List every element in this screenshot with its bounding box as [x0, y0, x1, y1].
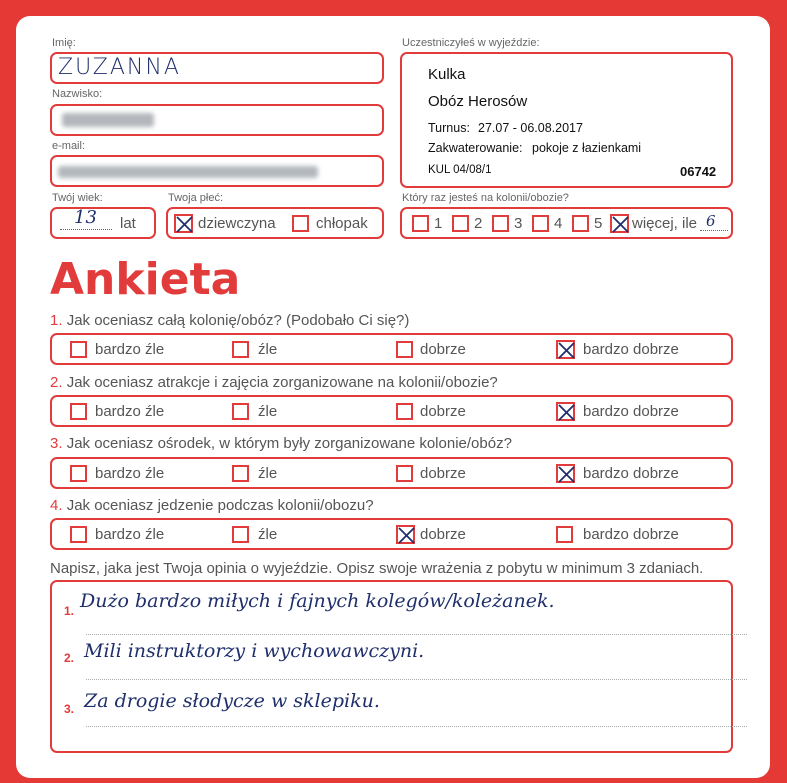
- question-2-checkbox-dobrze[interactable]: [396, 403, 413, 420]
- question-2-number: 2.: [50, 374, 63, 391]
- opinion-line-3-number: 3.: [64, 702, 75, 716]
- times-checkbox-more[interactable]: [610, 214, 629, 233]
- times-option-2: 2: [474, 215, 483, 232]
- question-1-option-bardzo-zle: bardzo źle: [95, 341, 165, 358]
- question-3-option-bardzo-zle: bardzo źle: [95, 465, 165, 482]
- question-1-checkbox-bardzo-dobrze[interactable]: [556, 340, 575, 359]
- email-label: e-mail:: [52, 140, 86, 152]
- question-3-option-bardzo-dobrze: bardzo dobrze: [583, 465, 679, 482]
- times-option-4: 4: [554, 215, 563, 232]
- opinion-line-2-number: 2.: [64, 651, 75, 665]
- email-redacted: [58, 166, 318, 178]
- trip-label: Uczestniczyłeś w wyjeździe:: [402, 37, 540, 49]
- question-3-checkbox-zle[interactable]: [232, 465, 249, 482]
- question-1-option-bardzo-dobrze: bardzo dobrze: [583, 341, 679, 358]
- times-checkbox-5[interactable]: [572, 215, 589, 232]
- question-3-option-zle: źle: [258, 465, 278, 482]
- question-4-option-dobrze: dobrze: [420, 526, 466, 543]
- gender-option-boy: chłopak: [316, 215, 368, 232]
- question-2-option-zle: źle: [258, 403, 278, 420]
- question-2-option-bardzo-dobrze: bardzo dobrze: [583, 403, 679, 420]
- age-label: Twój wiek:: [52, 192, 103, 204]
- times-option-more: więcej, ile: [632, 215, 698, 232]
- times-more-dotted-line: [700, 230, 728, 231]
- age-unit: lat: [120, 215, 136, 232]
- question-2-option-dobrze: dobrze: [420, 403, 466, 420]
- age-dotted-line: [60, 229, 112, 230]
- question-2-checkbox-bardzo-zle[interactable]: [70, 403, 87, 420]
- gender-checkbox-girl[interactable]: [174, 214, 193, 233]
- question-1-number: 1.: [50, 312, 63, 329]
- question-4-checkbox-zle[interactable]: [232, 526, 249, 543]
- times-option-5: 5: [594, 215, 603, 232]
- opinion-prompt: Napisz, jaka jest Twoja opinia o wyjeździe. Opisz swoje wrażenia z pobytu w minimum 3 zdaniach.: [50, 560, 704, 577]
- trip-accommodation-label: Zakwaterowanie:: [428, 141, 523, 155]
- name-label: Imię:: [52, 37, 76, 49]
- question-3: [50, 435, 512, 452]
- question-3-checkbox-bardzo-dobrze[interactable]: [556, 464, 575, 483]
- trip-code: KUL 04/08/1: [428, 164, 492, 176]
- question-1-option-dobrze: dobrze: [420, 341, 466, 358]
- opinion-line-1-number: 1.: [64, 604, 75, 618]
- question-4-option-bardzo-zle: bardzo źle: [95, 526, 165, 543]
- surname-label: Nazwisko:: [52, 88, 103, 100]
- age-value: 13: [74, 207, 97, 228]
- trip-turnus-label: Turnus:: [428, 121, 470, 135]
- question-4-text: Jak oceniasz jedzenie podczas kolonii/obozu?: [66, 497, 374, 514]
- trip-number: 06742: [680, 164, 717, 179]
- question-4: [50, 497, 374, 514]
- question-1: [50, 312, 409, 329]
- question-4-checkbox-bardzo-dobrze[interactable]: [556, 526, 573, 543]
- trip-turnus-value: 27.07 - 06.08.2017: [478, 121, 583, 135]
- trip-company: Kulka: [428, 66, 466, 83]
- survey-title: Ankieta: [50, 254, 241, 305]
- times-checkbox-4[interactable]: [532, 215, 549, 232]
- times-checkbox-2[interactable]: [452, 215, 469, 232]
- age-field[interactable]: [50, 207, 156, 239]
- question-4-checkbox-dobrze[interactable]: [396, 525, 415, 544]
- opinion-line-3-rule: [86, 726, 747, 727]
- question-3-checkbox-dobrze[interactable]: [396, 465, 413, 482]
- question-2-checkbox-bardzo-dobrze[interactable]: [556, 402, 575, 421]
- question-3-option-dobrze: dobrze: [420, 465, 466, 482]
- question-1-checkbox-bardzo-zle[interactable]: [70, 341, 87, 358]
- times-checkbox-1[interactable]: [412, 215, 429, 232]
- question-4-checkbox-bardzo-zle[interactable]: [70, 526, 87, 543]
- question-2-text: Jak oceniasz atrakcje i zajęcia zorganizowane na kolonii/obozie?: [66, 374, 498, 391]
- question-1-checkbox-dobrze[interactable]: [396, 341, 413, 358]
- gender-checkbox-boy[interactable]: [292, 215, 309, 232]
- question-2-option-bardzo-zle: bardzo źle: [95, 403, 165, 420]
- question-3-number: 3.: [50, 435, 63, 452]
- times-more-value: 6: [706, 212, 716, 230]
- opinion-line-2-rule: [86, 679, 747, 680]
- trip-accommodation-value: pokoje z łazienkami: [532, 141, 642, 155]
- question-2-checkbox-zle[interactable]: [232, 403, 249, 420]
- times-checkbox-3[interactable]: [492, 215, 509, 232]
- surname-redacted: [62, 113, 154, 127]
- question-1-option-zle: źle: [258, 341, 278, 358]
- times-option-3: 3: [514, 215, 523, 232]
- opinion-line-3-text: Za drogie słodycze w sklepiku.: [84, 690, 380, 712]
- question-3-checkbox-bardzo-zle[interactable]: [70, 465, 87, 482]
- gender-option-girl: dziewczyna: [198, 215, 276, 232]
- times-label: Który raz jesteś na kolonii/obozie?: [402, 192, 569, 204]
- question-3-text: Jak oceniasz ośrodek, w którym były zorganizowane kolonie/obóz?: [66, 435, 512, 452]
- question-1-text: Jak oceniasz całą kolonię/obóz? (Podobało Ci się?): [66, 312, 410, 329]
- times-option-1: 1: [434, 215, 443, 232]
- trip-camp: Obóz Herosów: [428, 93, 528, 110]
- question-1-checkbox-zle[interactable]: [232, 341, 249, 358]
- question-4-option-zle: źle: [258, 526, 278, 543]
- question-2: [50, 374, 498, 391]
- question-4-number: 4.: [50, 497, 63, 514]
- opinion-line-2-text: Mili instruktorzy i wychowawczyni.: [84, 640, 425, 662]
- question-4-option-bardzo-dobrze: bardzo dobrze: [583, 526, 679, 543]
- gender-label: Twoja płeć:: [168, 192, 224, 204]
- opinion-line-1-rule: [86, 634, 747, 635]
- name-value: ZUZANNA: [58, 55, 181, 80]
- opinion-line-1-text: Dużo bardzo miłych i fajnych kolegów/koleżanek.: [80, 590, 555, 612]
